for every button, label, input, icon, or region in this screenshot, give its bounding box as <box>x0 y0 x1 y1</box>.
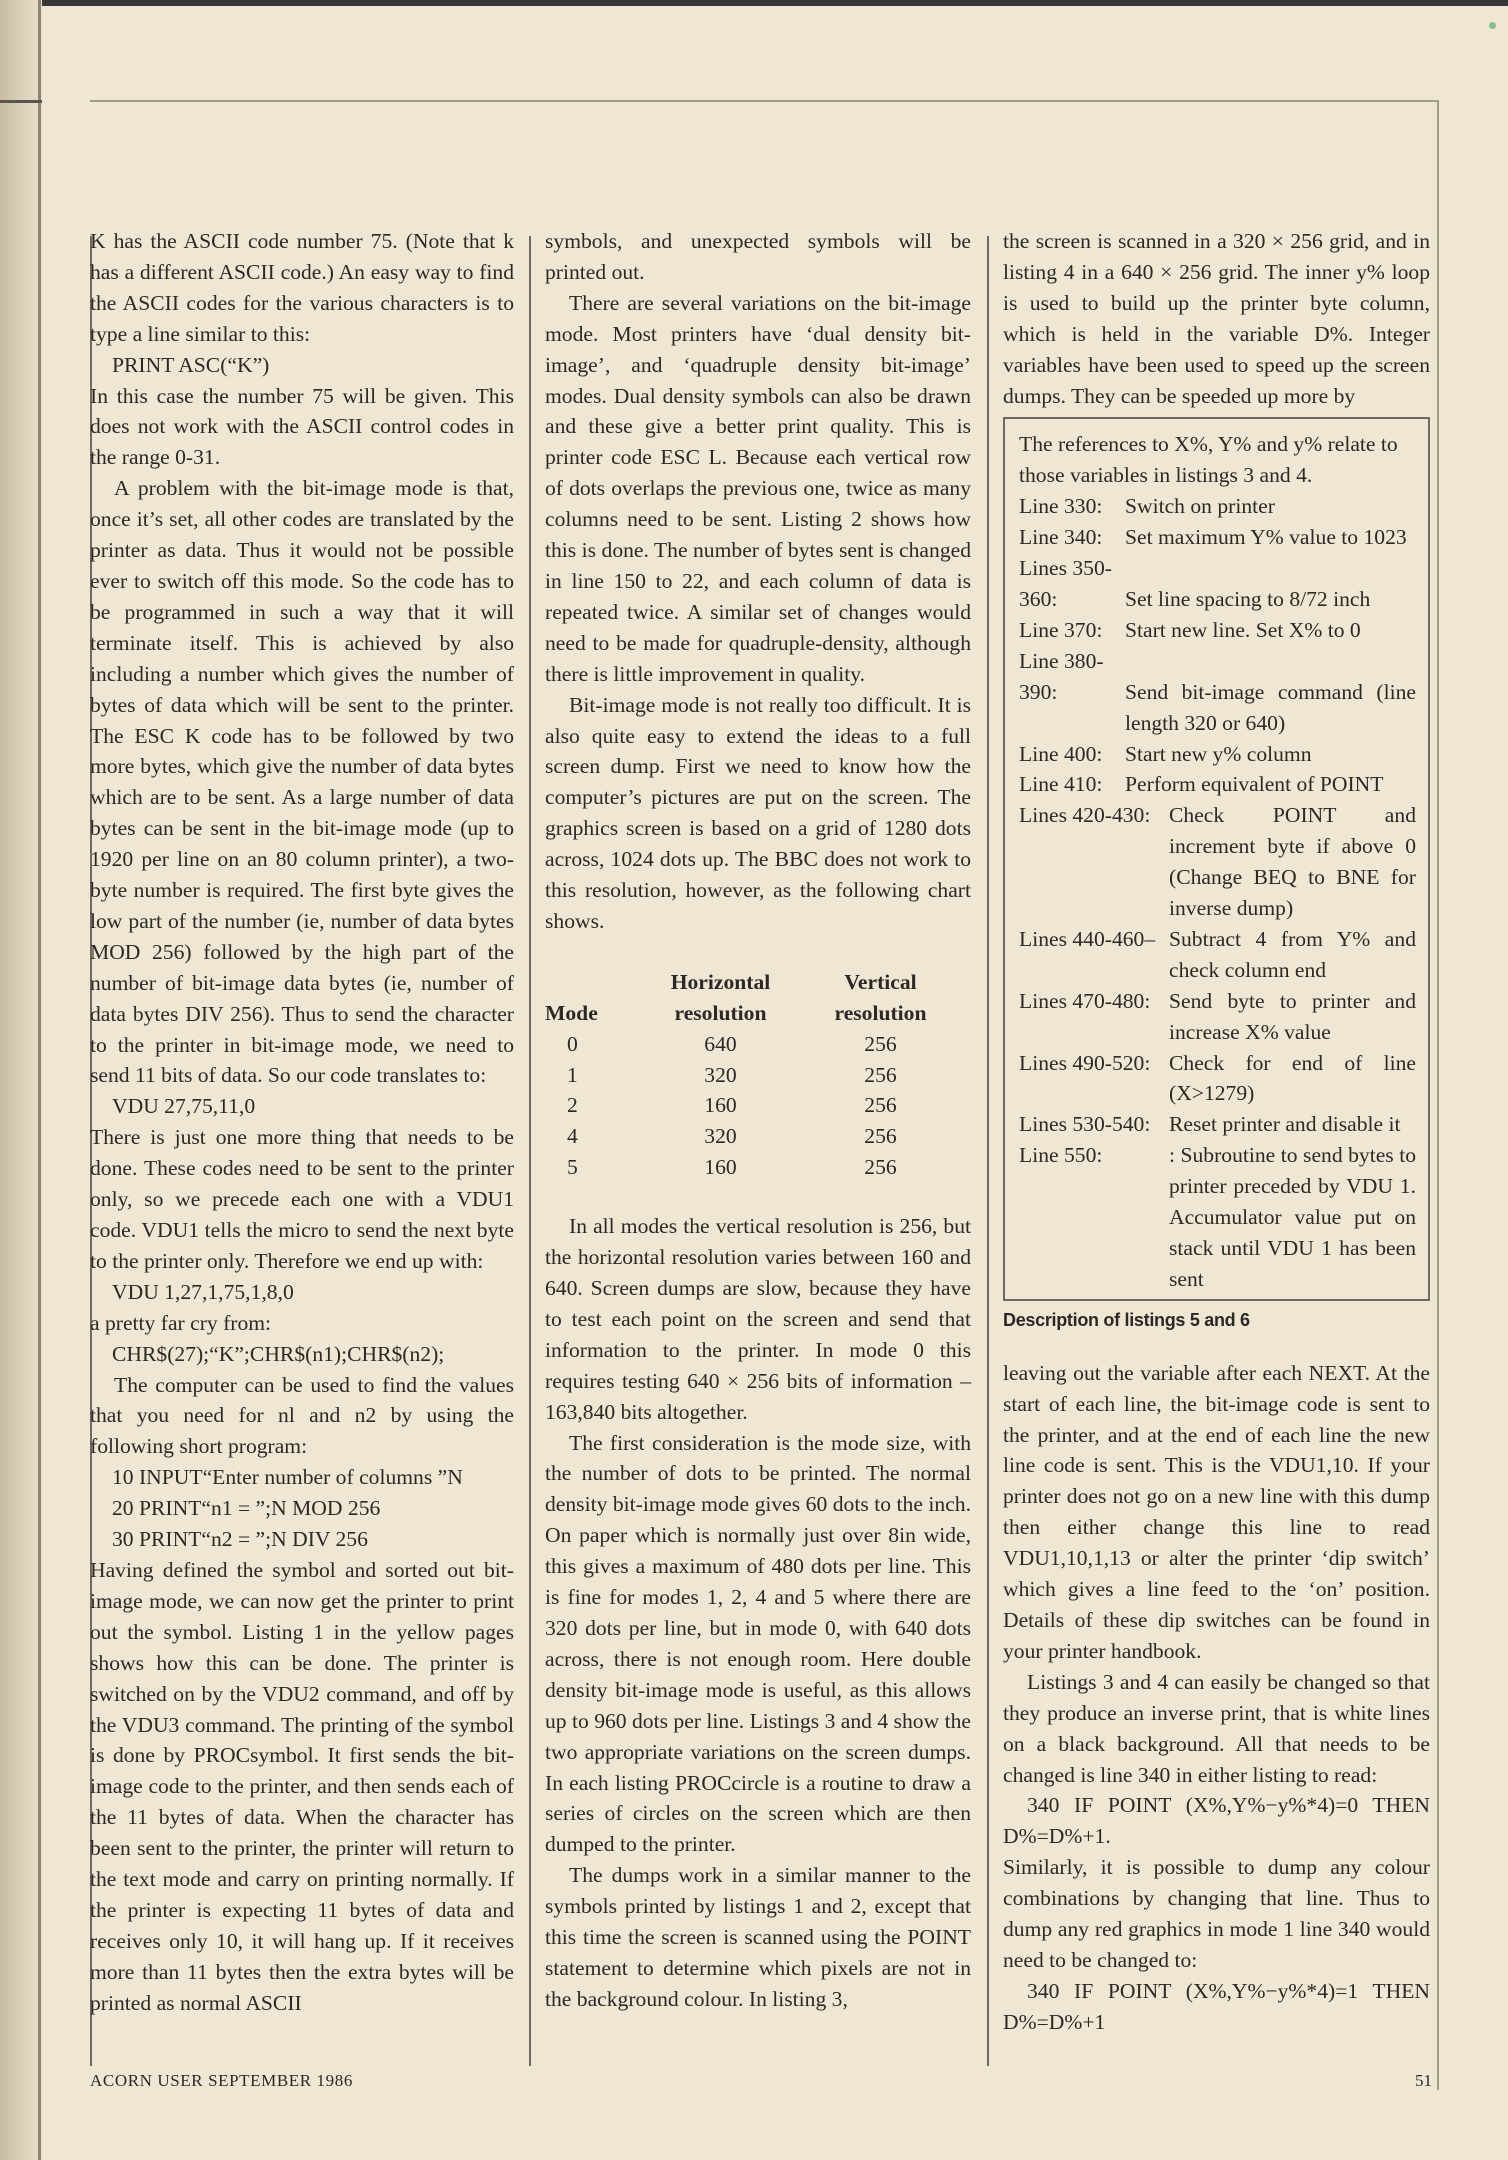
reference-label: 390: <box>1019 679 1058 704</box>
scan-speck <box>1489 22 1496 29</box>
reference-row <box>1019 924 1416 986</box>
reference-description <box>1125 553 1416 584</box>
reference-row <box>1019 522 1416 553</box>
paragraph: K has the ASCII code number 75. (Note that k has a different ASCII code.) An easy way to find the ASCII codes for the various characters is to type a line similar to this: <box>90 229 514 346</box>
reference-row <box>1019 1048 1416 1110</box>
box-caption: Description of listings 5 and 6 <box>1003 1309 1250 1330</box>
table-row <box>545 1090 955 1121</box>
vertical-cell: 256 <box>864 1062 897 1087</box>
paragraph: There is just one more thing that needs to be done. These codes need to be sent to the printer only, so we precede each one with a VDU1 code. VDU1 tells the micro to send the next byte to the printer only. Therefore we end up with: <box>90 1125 514 1273</box>
reference-description: Set line spacing to 8/72 inch <box>1125 586 1371 611</box>
vertical-cell: 256 <box>864 1031 897 1056</box>
paragraph: Bit-image mode is not really too difficult. It is also quite easy to extend the ideas to a full screen dump. First we need to know how the computer’s pictures are put on the screen. The graphics screen is based on a grid of 1280 dots across, 1024 dots up. The BBC does not work to this resolution, however, as the following chart shows. <box>545 692 971 933</box>
reference-description <box>1125 646 1416 677</box>
reference-row <box>1019 491 1416 522</box>
paragraph: 340 IF POINT (X%,Y%−y%*4)=0 THEN D%=D%+1. <box>1003 1793 1430 1849</box>
reference-description: Perform equivalent of POINT <box>1125 772 1384 797</box>
paragraph: Similarly, it is possible to dump any colour combinations by changing that line. Thus to dump any red graphics in mode 1 line 340 would need to be changed to: <box>1003 1855 1430 1972</box>
page-gutter-line <box>38 0 41 2160</box>
table-header-horizontal: Horizontal resolution <box>670 969 771 1025</box>
paragraph: A problem with the bit-image mode is that, once it’s set, all other codes are translated by the printer as data. Thus it would not be possible ever to switch off this mode. So the code has to be programmed in such a way that it will terminate itself. This is achieved by also including a number which gives the number of bytes of data which will be sent to the printer. The ESC K code has to be followed by two more bytes, which give the number of data bytes which are to be sent. As a large number of data bytes can be sent in the bit-image mode (up to 1920 per line on an 80 column printer), a two-byte number is required. The first byte gives the low part of the number (ie, number of data bytes MOD 256) followed by the high part of the number of bit-image data bytes (ie, number of data bytes DIV 256). Thus to send the character to the printer in bit-image mode, we need to send 11 bits of data. So our code translates to: <box>90 476 514 1088</box>
column-1 <box>90 226 514 2019</box>
table-row <box>545 1121 955 1152</box>
horizontal-cell: 160 <box>704 1155 737 1180</box>
reference-row <box>1019 615 1416 646</box>
paragraph: 340 IF POINT (X%,Y%−y%*4)=1 THEN D%=D%+1 <box>1003 1978 1430 2034</box>
reference-label: Line 550: <box>1019 1143 1103 1168</box>
reference-row <box>1019 986 1416 1048</box>
reference-label: Lines 440-460– <box>1019 926 1156 951</box>
reference-label: Line 330: <box>1019 494 1103 519</box>
vertical-cell: 256 <box>864 1155 897 1180</box>
reference-row <box>1019 646 1416 677</box>
reference-description: Start new y% column <box>1125 741 1312 766</box>
reference-description: Check for end of line (X>1279) <box>1169 1050 1416 1106</box>
table-header-row <box>545 967 955 1029</box>
reference-row <box>1019 1140 1416 1295</box>
reference-description: Check POINT and increment byte if above 0 (Change BEQ to BNE for inverse dump) <box>1169 803 1416 921</box>
horizontal-cell: 160 <box>704 1093 737 1118</box>
table-row <box>545 1060 955 1091</box>
footer-page-number: 51 <box>1415 2071 1432 2090</box>
reference-description: Set maximum Y% value to 1023 <box>1125 525 1407 550</box>
footer-publication: ACORN USER SEPTEMBER 1986 <box>90 2071 353 2090</box>
reference-row <box>1019 769 1416 800</box>
paragraph: symbols, and unexpected symbols will be printed out. <box>545 229 971 284</box>
code-line: 30 PRINT“n2 = ”;N DIV 256 <box>112 1527 368 1552</box>
reference-description: Start new line. Set X% to 0 <box>1125 617 1361 642</box>
paragraph: There are several variations on the bit-image mode. Most printers have ‘dual density bit-image’, and ‘quadruple density bit-image’ modes. Dual density symbols can also be drawn and these give a better print quality. This is printer code ESC L. Because each vertical row of dots overlaps the previous one, twice as many columns need to be sent. Listing 2 shows how this is done. The number of bytes sent is changed in line 150 to 22, and each column of data is repeated twice. A similar set of changes would need to be made for quadruple-density, although there is little improvement in quality. <box>545 290 971 686</box>
table-row <box>545 1152 955 1183</box>
reference-row <box>1019 800 1416 924</box>
reference-label: Lines 420-430: <box>1019 803 1151 828</box>
column-rule-2 <box>987 236 989 2066</box>
reference-description: Reset printer and disable it <box>1169 1112 1401 1137</box>
reference-description: Send bit-image command (line length 320 or 640) <box>1125 679 1416 735</box>
code-line: VDU 1,27,1,75,1,8,0 <box>112 1279 294 1304</box>
column-3 <box>1003 226 1430 2038</box>
reference-row <box>1019 677 1416 739</box>
paragraph: leaving out the variable after each NEXT. At the start of each line, the bit-image code is sent to the printer, and at the end of each line the new line code is sent. This is the VDU1,10. If your printer does not go on a new line with this dump then either change this line to read VDU1,10,1,13 or alter the printer ‘dip switch’ which gives a line feed to the ‘on’ position. Details of these dip switches can be found in your printer handbook. <box>1003 1360 1430 1663</box>
column-rule-1 <box>529 236 531 2066</box>
reference-list <box>1019 491 1416 1295</box>
paragraph: Having defined the symbol and sorted out bit-image mode, we can now get the printer to print out the symbol. Listing 1 in the yellow pages shows how this can be done. The printer is switched on by the VDU2 command, and off by the VDU3 command. The printing of the symbol is done by PROCsymbol. It first sends the bit-image code to the printer, and then sends each of the 11 bytes of data. When the character has been sent to the printer, the printer will return to the text mode and carry on printing normally. If the printer is expecting 11 bytes of data and receives only 10, it will hang up. If it receives more than 11 bytes then the extra bytes will be printed as normal ASCII <box>90 1557 514 2015</box>
table-header-vertical: Vertical resolution <box>834 969 927 1025</box>
reference-label: Line 400: <box>1019 741 1103 766</box>
code-line: VDU 27,75,11,0 <box>112 1094 256 1119</box>
reference-row <box>1019 739 1416 770</box>
reference-label: Lines 470-480: <box>1019 988 1151 1013</box>
reference-label: Line 410: <box>1019 772 1103 797</box>
horizontal-cell: 640 <box>704 1031 737 1056</box>
horizontal-cell: 320 <box>704 1124 737 1149</box>
vertical-cell: 256 <box>864 1124 897 1149</box>
column-3-text-b <box>1003 1358 1430 2038</box>
reference-label: Lines 350- <box>1019 556 1112 581</box>
box-intro: The references to X%, Y% and y% relate to those variables in listings 3 and 4. <box>1019 432 1398 488</box>
table-header-mode: Mode <box>545 1000 598 1025</box>
horizontal-cell: 320 <box>704 1062 737 1087</box>
frame-right-rule <box>1437 100 1439 2090</box>
mode-cell: 5 <box>567 1155 578 1180</box>
listing-description-box <box>1003 417 1430 1300</box>
scan-top-edge <box>0 0 1508 6</box>
gutter-tick <box>0 100 42 103</box>
reference-description: Send byte to printer and increase X% value <box>1169 988 1416 1044</box>
mode-cell: 2 <box>567 1093 578 1118</box>
reference-row <box>1019 584 1416 615</box>
reference-description: : Subroutine to send bytes to printer preceded by VDU 1. Accumulator value put on stack until VDU 1 has been sent <box>1169 1143 1416 1291</box>
resolution-table <box>545 967 955 1183</box>
mode-cell: 1 <box>567 1062 578 1087</box>
reference-label: Line 370: <box>1019 617 1103 642</box>
reference-label: Lines 530-540: <box>1019 1112 1151 1137</box>
table-row <box>545 1029 955 1060</box>
reference-row <box>1019 553 1416 584</box>
reference-label: Line 380- <box>1019 648 1104 673</box>
column-2-text-a <box>545 226 971 937</box>
reference-row <box>1019 1109 1416 1140</box>
vertical-cell: 256 <box>864 1093 897 1118</box>
paragraph: The computer can be used to find the values that you need for nl and n2 by using the following short program: <box>90 1372 514 1459</box>
paragraph: The first consideration is the mode size, with the number of dots to be printed. The normal density bit-image mode gives 60 dots to the inch. On paper which is normally just over 8in wide, this gives a maximum of 480 dots per line. This is fine for modes 1, 2, 4 and 5 where there are 320 dots per line, but in mode 0, with 640 dots across, there is not enough room. Here double density bit-image mode is useful, as this allows up to 960 dots per line. Listings 3 and 4 show the two appropriate variations on the screen dumps. In each listing PROCcircle is a routine to draw a series of circles on the screen which are then dumped to the printer. <box>545 1430 971 1857</box>
page-spine-shadow <box>0 0 42 2160</box>
paragraph: In all modes the vertical resolution is 256, but the horizontal resolution varies between 160 and 640. Screen dumps are slow, because they have to test each point on the screen and send that information to the printer. In mode 0 this requires testing 640 × 256 bits of information – 163,840 bits altogether. <box>545 1214 971 1424</box>
column-3-text-a <box>1003 226 1430 411</box>
paragraph: the screen is scanned in a 320 × 256 grid, and in listing 4 in a 640 × 256 grid. The inner y% loop is used to build up the printer byte column, which is held in the variable D%. Integer variables have been used to speed up the screen dumps. They can be speeded up more by <box>1003 229 1430 408</box>
frame-top-rule <box>90 100 1438 102</box>
paragraph: Listings 3 and 4 can easily be changed so that they produce an inverse print, that is white lines on a black background. All that needs to be changed is line 340 in either listing to read: <box>1003 1669 1430 1787</box>
code-line: CHR$(27);“K”;CHR$(n1);CHR$(n2); <box>112 1341 445 1366</box>
reference-label: 360: <box>1019 586 1058 611</box>
column-2 <box>545 226 971 2015</box>
code-line: 20 PRINT“n1 = ”;N MOD 256 <box>112 1496 381 1521</box>
mode-cell: 0 <box>567 1031 578 1056</box>
mode-cell: 4 <box>567 1124 578 1149</box>
reference-label: Line 340: <box>1019 525 1103 550</box>
column-2-text-b <box>545 1211 971 2015</box>
code-line: PRINT ASC(“K”) <box>112 352 270 377</box>
reference-label: Lines 490-520: <box>1019 1050 1151 1075</box>
paragraph: a pretty far cry from: <box>90 1310 272 1335</box>
reference-description: Switch on printer <box>1125 494 1275 519</box>
code-line: 10 INPUT“Enter number of columns ”N <box>112 1465 463 1490</box>
reference-description: Subtract 4 from Y% and check column end <box>1169 926 1416 982</box>
paragraph: In this case the number 75 will be given. This does not work with the ASCII control codes in the range 0-31. <box>90 383 514 470</box>
paragraph: The dumps work in a similar manner to the symbols printed by listings 1 and 2, except that this time the screen is scanned using the POINT statement to determine which pixels are not in the background colour. In listing 3, <box>545 1863 971 2011</box>
